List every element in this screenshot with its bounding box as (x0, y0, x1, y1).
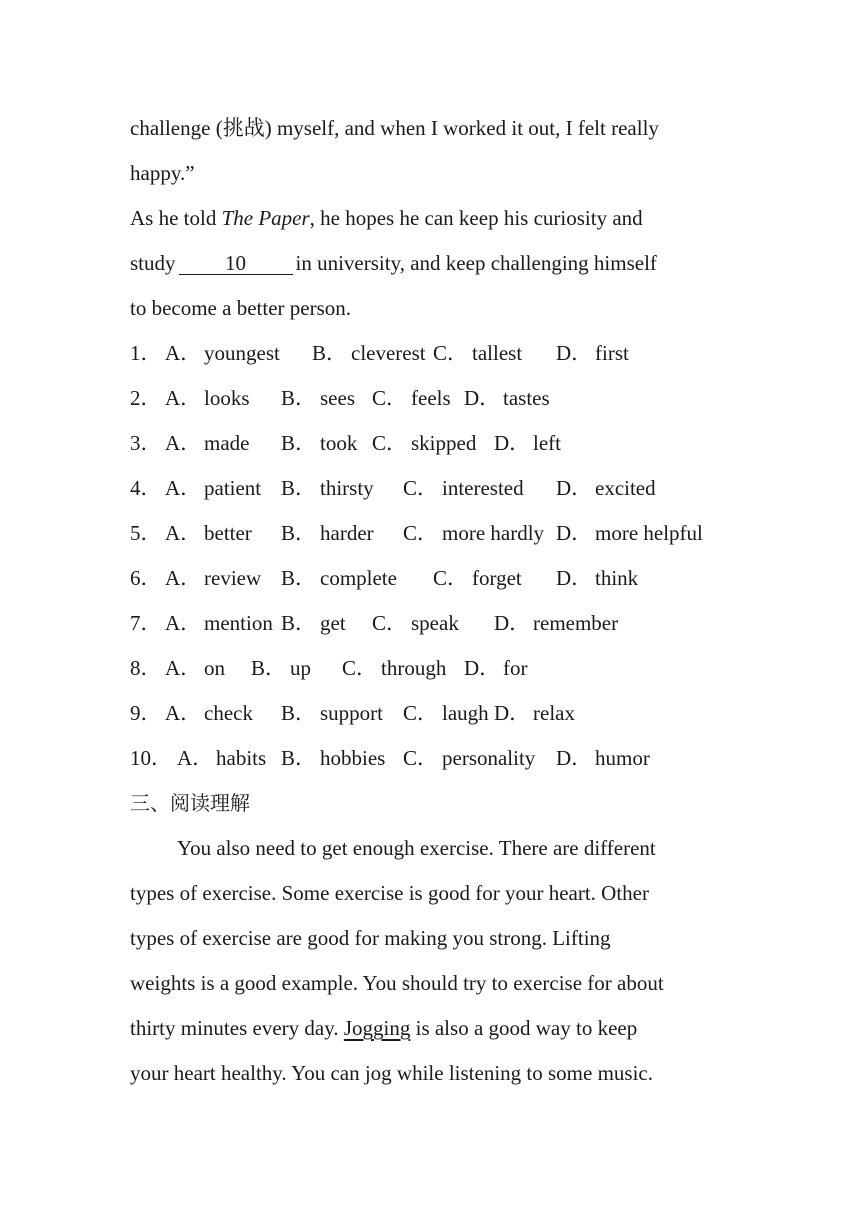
option-text: patient (204, 476, 262, 500)
question-row (130, 376, 730, 421)
option-text: more hardly (442, 521, 545, 545)
option-text: check (204, 701, 253, 725)
passage2-line-1: You also need to get enough exercise. There are different (177, 836, 656, 860)
option-letter: D． (494, 431, 531, 455)
answer-option (403, 511, 544, 556)
option-letter: B． (281, 521, 317, 545)
option-text: laugh (442, 701, 489, 725)
option-text: looks (204, 386, 250, 410)
option-text: complete (320, 566, 397, 590)
passage2-text: is also a good way to keep (410, 1016, 638, 1040)
answer-option (372, 376, 451, 421)
option-text: thirsty (320, 476, 374, 500)
option-letter: B． (281, 476, 317, 500)
option-letter: D． (556, 476, 593, 500)
question-number: 9． (130, 701, 162, 725)
option-letter: C． (433, 566, 469, 590)
option-letter: C． (372, 611, 408, 635)
option-letter: A． (165, 476, 202, 500)
passage2-line-2: types of exercise. Some exercise is good for your heart. Other (130, 881, 649, 905)
answer-option (464, 646, 528, 691)
answer-option (372, 421, 476, 466)
option-text: personality (442, 746, 536, 770)
answer-option (556, 556, 638, 601)
question-number: 7． (130, 611, 162, 635)
answer-option (165, 511, 252, 556)
answer-option (403, 466, 524, 511)
passage1-line-5: to become a better person. (130, 296, 351, 320)
answer-option (281, 601, 346, 646)
question-row (130, 511, 730, 556)
option-text: youngest (204, 341, 280, 365)
passage1-line-3 (130, 196, 730, 241)
option-text: harder (320, 521, 374, 545)
option-text: made (204, 431, 250, 455)
option-text: get (320, 611, 346, 635)
option-letter: C． (342, 656, 378, 680)
passage2-line-5 (130, 1006, 730, 1051)
passage2-line-4: weights is a good example. You should try to exercise for about (130, 971, 664, 995)
passage2-line-3: types of exercise are good for making you strong. Lifting (130, 926, 611, 950)
option-text: review (204, 566, 262, 590)
option-text: better (204, 521, 252, 545)
option-letter: C． (403, 476, 439, 500)
option-text: took (320, 431, 358, 455)
question-number: 5． (130, 521, 162, 545)
option-text: think (595, 566, 639, 590)
answer-option (403, 691, 489, 736)
passage1-text: in university, and keep challenging himself (295, 251, 657, 275)
question-number: 2． (130, 386, 162, 410)
answer-option (165, 421, 249, 466)
option-letter: C． (403, 701, 439, 725)
answer-option (494, 421, 561, 466)
option-letter: A． (165, 701, 202, 725)
question-row (130, 601, 730, 646)
option-text: support (320, 701, 383, 725)
answer-option (165, 466, 261, 511)
option-text: remember (533, 611, 619, 635)
option-letter: B． (281, 746, 317, 770)
option-letter: A． (165, 431, 202, 455)
option-text: habits (216, 746, 267, 770)
option-letter: D． (556, 566, 593, 590)
option-text: excited (595, 476, 656, 500)
answer-option (556, 466, 656, 511)
option-letter: C． (372, 386, 408, 410)
answer-option (165, 691, 253, 736)
option-text: interested (442, 476, 524, 500)
option-letter: B． (281, 566, 317, 590)
option-letter: D． (556, 521, 593, 545)
answer-option (556, 511, 703, 556)
passage1-line-2: happy.” (130, 161, 195, 185)
option-text: through (381, 656, 447, 680)
question-row (130, 331, 730, 376)
option-text: tallest (472, 341, 523, 365)
question-number: 10． (130, 746, 172, 770)
option-letter: A． (165, 521, 202, 545)
question-list (130, 331, 730, 781)
option-letter: D． (494, 611, 531, 635)
answer-option (281, 421, 357, 466)
option-letter: B． (312, 341, 348, 365)
option-letter: D． (556, 746, 593, 770)
answer-option (281, 556, 397, 601)
option-text: tastes (503, 386, 550, 410)
option-letter: C． (433, 341, 469, 365)
answer-option (433, 331, 522, 376)
question-row (130, 466, 730, 511)
option-letter: A． (165, 386, 202, 410)
underlined-word-jogging: Jogging (343, 1016, 411, 1040)
answer-option (403, 736, 535, 781)
option-text: skipped (411, 431, 477, 455)
answer-option (556, 736, 650, 781)
question-number: 3． (130, 431, 162, 455)
passage1-text: , he hopes he can keep his curiosity and (309, 206, 643, 230)
answer-option (281, 466, 374, 511)
passage1-text: As he told (130, 206, 222, 230)
answer-option (177, 736, 266, 781)
answer-option (165, 556, 261, 601)
answer-option (165, 646, 225, 691)
question-row (130, 556, 730, 601)
passage2-text: thirty minutes every day. (130, 1016, 344, 1040)
option-text: hobbies (320, 746, 386, 770)
answer-option (281, 376, 355, 421)
answer-option (494, 601, 618, 646)
option-letter: C． (403, 521, 439, 545)
option-letter: D． (494, 701, 531, 725)
option-text: more helpful (595, 521, 703, 545)
passage1-line-1: challenge (挑战) myself, and when I worked it out, I felt really (130, 116, 659, 140)
option-letter: C． (372, 431, 408, 455)
question-number: 1． (130, 341, 162, 365)
option-letter: B． (251, 656, 287, 680)
option-text: humor (595, 746, 650, 770)
passage1-line-4 (130, 241, 730, 286)
document-page (130, 106, 730, 1096)
question-number: 4． (130, 476, 162, 500)
option-text: for (503, 656, 528, 680)
answer-option (342, 646, 446, 691)
answer-option (312, 331, 426, 376)
option-text: sees (320, 386, 355, 410)
answer-option (281, 691, 383, 736)
answer-option (372, 601, 459, 646)
answer-option (165, 376, 250, 421)
option-letter: D． (464, 386, 501, 410)
answer-option (281, 511, 374, 556)
option-letter: A． (165, 341, 202, 365)
option-text: mention (204, 611, 273, 635)
passage2-line-6: your heart healthy. You can jog while listening to some music. (130, 1061, 653, 1085)
answer-option (464, 376, 550, 421)
option-letter: B． (281, 701, 317, 725)
passage1-text: study (130, 251, 176, 275)
option-letter: B． (281, 611, 317, 635)
question-row (130, 421, 730, 466)
answer-option (165, 601, 273, 646)
option-letter: B． (281, 386, 317, 410)
option-text: left (533, 431, 561, 455)
section-title: 三、阅读理解 (130, 791, 250, 815)
option-letter: A． (165, 656, 202, 680)
option-text: forget (472, 566, 522, 590)
question-number: 8． (130, 656, 162, 680)
question-row (130, 646, 730, 691)
option-letter: D． (464, 656, 501, 680)
answer-option (433, 556, 522, 601)
answer-option (556, 331, 629, 376)
option-letter: A． (177, 746, 214, 770)
option-text: cleverest (351, 341, 426, 365)
option-letter: A． (165, 566, 202, 590)
option-letter: D． (556, 341, 593, 365)
option-letter: B． (281, 431, 317, 455)
option-text: relax (533, 701, 575, 725)
answer-option (165, 331, 280, 376)
option-text: speak (411, 611, 459, 635)
fill-blank-10: 10 (179, 252, 293, 275)
question-row (130, 691, 730, 736)
question-number: 6． (130, 566, 162, 590)
option-letter: A． (165, 611, 202, 635)
option-text: up (290, 656, 311, 680)
option-letter: C． (403, 746, 439, 770)
option-text: first (595, 341, 629, 365)
question-row (130, 736, 730, 781)
answer-option (281, 736, 385, 781)
answer-option (494, 691, 575, 736)
option-text: on (204, 656, 225, 680)
answer-option (251, 646, 311, 691)
option-text: feels (411, 386, 451, 410)
newspaper-name: The Paper (221, 206, 310, 230)
